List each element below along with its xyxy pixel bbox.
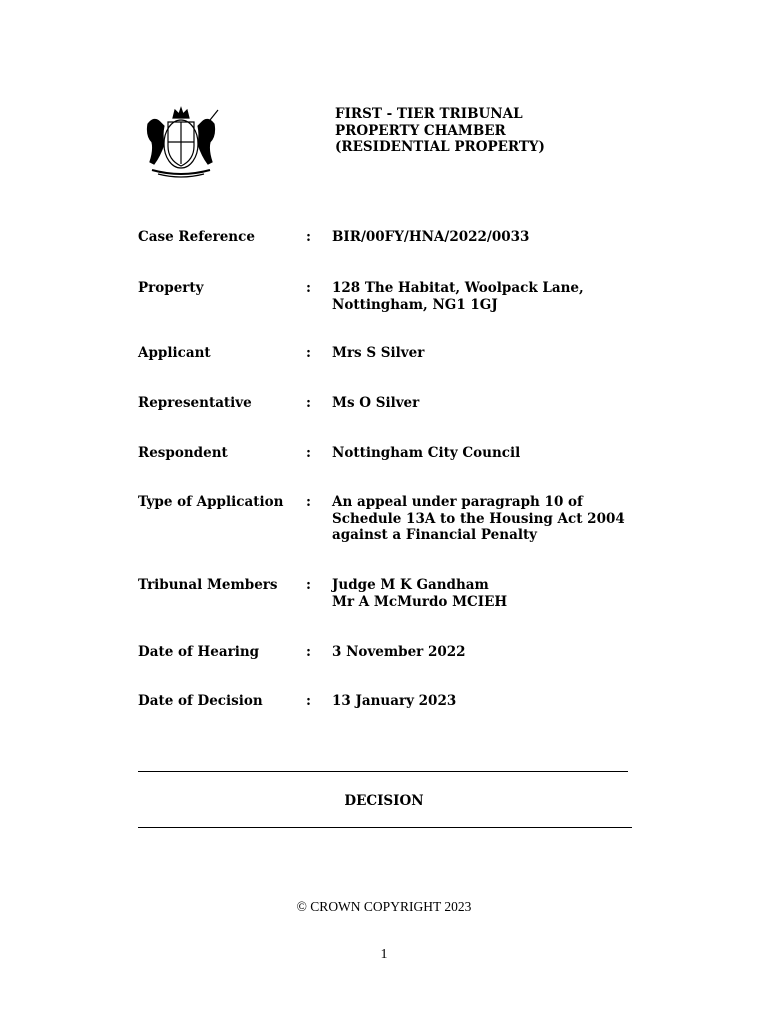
decision-heading: DECISION bbox=[344, 793, 424, 809]
header-line-1: FIRST - TIER TRIBUNAL bbox=[335, 106, 523, 122]
header-line-3: (RESIDENTIAL PROPERTY) bbox=[335, 139, 545, 155]
property-label: Property bbox=[138, 280, 204, 296]
applicant-label: Applicant bbox=[138, 345, 211, 361]
applicant-value bbox=[332, 345, 632, 362]
top-divider bbox=[138, 771, 628, 772]
representative-label: Representative bbox=[138, 395, 252, 411]
date-of-decision-colon: : bbox=[306, 693, 311, 709]
respondent-colon: : bbox=[306, 445, 311, 461]
type-of-application-label: Type of Application bbox=[138, 494, 284, 510]
bottom-divider bbox=[138, 827, 632, 828]
type-of-application-value bbox=[332, 494, 632, 544]
property-value bbox=[332, 280, 632, 313]
type-of-application-value-line: An appeal under paragraph 10 of bbox=[332, 494, 583, 510]
type-of-application-value-line: Schedule 13A to the Housing Act 2004 bbox=[332, 510, 625, 527]
date-of-hearing-value bbox=[332, 644, 632, 661]
applicant-value-line: Mrs S Silver bbox=[332, 345, 425, 361]
date-of-decision-value bbox=[332, 693, 632, 710]
date-of-decision-label: Date of Decision bbox=[138, 693, 263, 709]
tribunal-header bbox=[335, 106, 545, 156]
property-value-line: Nottingham, NG1 1GJ bbox=[332, 296, 498, 313]
property-colon: : bbox=[306, 280, 311, 296]
case-reference-value bbox=[332, 229, 632, 246]
tribunal-members-value-line: Mr A McMurdo MCIEH bbox=[332, 593, 508, 610]
date-of-hearing-colon: : bbox=[306, 644, 311, 660]
applicant-colon: : bbox=[306, 345, 311, 361]
date-of-hearing-value-line: 3 November 2022 bbox=[332, 644, 466, 660]
case-reference-colon: : bbox=[306, 229, 311, 245]
tribunal-members-value-line: Judge M K Gandham bbox=[332, 577, 489, 593]
type-of-application-colon: : bbox=[306, 494, 311, 510]
respondent-value bbox=[332, 445, 632, 462]
representative-value bbox=[332, 395, 632, 412]
property-value-line: 128 The Habitat, Woolpack Lane, bbox=[332, 280, 584, 296]
case-reference-value-line: BIR/00FY/HNA/2022/0033 bbox=[332, 229, 530, 245]
date-of-decision-value-line: 13 January 2023 bbox=[332, 693, 457, 709]
royal-coat-of-arms-icon bbox=[138, 104, 224, 180]
tribunal-members-colon: : bbox=[306, 577, 311, 593]
page-number: 1 bbox=[380, 947, 388, 962]
header-line-2: PROPERTY CHAMBER bbox=[335, 122, 506, 139]
representative-value-line: Ms O Silver bbox=[332, 395, 420, 411]
tribunal-members-value bbox=[332, 577, 632, 610]
crown-copyright: © CROWN COPYRIGHT 2023 bbox=[296, 899, 472, 914]
representative-colon: : bbox=[306, 395, 311, 411]
tribunal-members-label: Tribunal Members bbox=[138, 577, 278, 593]
respondent-value-line: Nottingham City Council bbox=[332, 445, 521, 461]
respondent-label: Respondent bbox=[138, 445, 228, 461]
type-of-application-value-line: against a Financial Penalty bbox=[332, 527, 538, 543]
case-reference-label: Case Reference bbox=[138, 229, 255, 245]
date-of-hearing-label: Date of Hearing bbox=[138, 644, 260, 660]
